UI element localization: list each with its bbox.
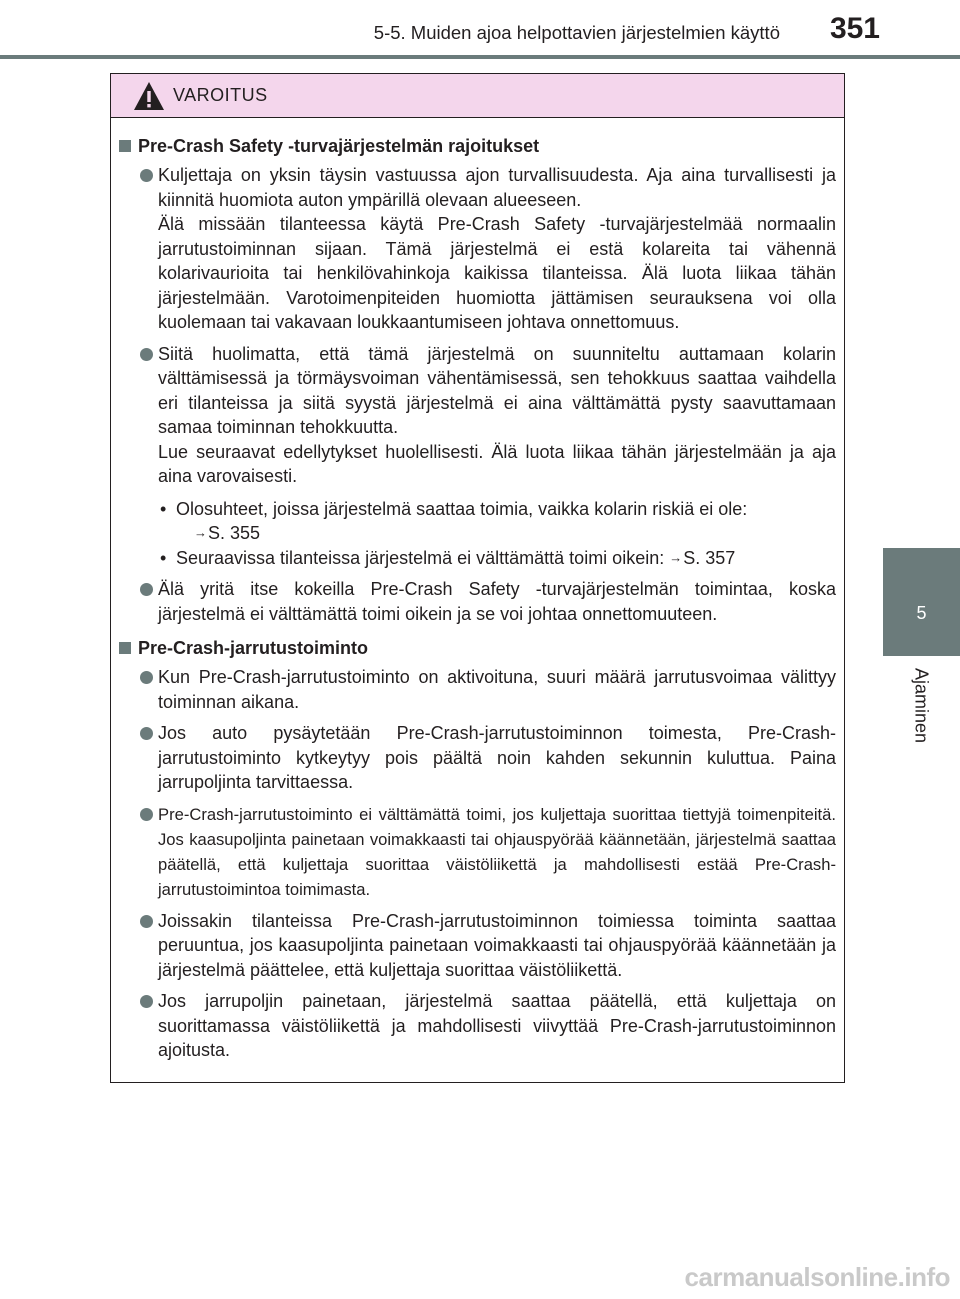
paragraph: Jos jarrupoljin painetaan, järjestelmä saattaa päätellä, että kuljettaja on suorittamassa väistöliikettä ja mahdollisesti viivyttää Pre-Crash-jarrutustoiminnon ajoitusta. bbox=[158, 991, 836, 1060]
warning-triangle-icon bbox=[133, 81, 165, 111]
round-bullet-icon bbox=[140, 348, 153, 361]
list-item bbox=[119, 989, 838, 1063]
chapter-number: 5 bbox=[916, 603, 927, 623]
sub-list bbox=[158, 497, 836, 571]
sub-bullet-icon: • bbox=[160, 498, 167, 519]
list-item bbox=[119, 342, 838, 571]
section-title bbox=[119, 636, 838, 661]
round-bullet-icon bbox=[140, 808, 153, 821]
round-bullet-icon bbox=[140, 915, 153, 928]
paragraph: Älä missään tilanteessa käytä Pre-Crash Safety -turvajärjestelmää normaalin jarrutustoiminnan sijaan. Tämä järjestelmä ei estä kolareita tai vähennä kolarivaurioita tai henkilövahinkoja kaikissa tilanteissa. Älä luota liikaa tähän järjestelmään. Varotoimenpiteiden huomiotta jättämisen seurauksena voi olla kuolemaan tai vakavaan loukkaantumiseen johtava onnettomuus. bbox=[158, 214, 836, 332]
sub-list-item bbox=[158, 497, 836, 546]
round-bullet-icon bbox=[140, 169, 153, 182]
section-title bbox=[119, 134, 838, 159]
list-item bbox=[119, 802, 838, 902]
warning-body bbox=[111, 118, 844, 1063]
list-item bbox=[119, 909, 838, 983]
paragraph: Lue seuraavat edellytykset huolellisesti. Älä luota liikaa tähän järjestelmään ja aja aina varovaisesti. bbox=[158, 441, 836, 486]
paragraph: Siitä huolimatta, että tämä järjestelmä on suunniteltu auttamaan kolarin välttämisessä ja törmäysvoiman vähentämisessä, sen tehokkuus saattaa vaihdella eri tilanteissa ja siitä syystä järjestelmä ei aina välttämättä pysty saavuttamaan samaa toiminnan tehokkuutta. bbox=[158, 343, 836, 437]
sub-bullet-icon: • bbox=[160, 547, 167, 568]
paragraph: Älä yritä itse kokeilla Pre-Crash Safety -turvajärjestelmän toimintaa, koska järjestelmä ei välttämättä toimi oikein ja se voi johtaa onnettomuuteen. bbox=[158, 579, 836, 624]
warning-title: VAROITUS bbox=[173, 85, 268, 105]
square-bullet-icon bbox=[119, 642, 131, 654]
paragraph: Kun Pre-Crash-jarrutustoiminto on aktivoituna, suuri määrä jarrutusvoimaa välittyy toiminnan aikana. bbox=[158, 667, 836, 712]
paragraph: Jos auto pysäytetään Pre-Crash-jarrutustoiminnon toimesta, Pre-Crash-jarrutustoiminto kytkeytyy pois päältä noin kahden sekunnin kuluttua. Paina jarrupoljinta tarvittaessa. bbox=[158, 723, 836, 792]
page-reference-link[interactable] bbox=[176, 521, 836, 546]
round-bullet-icon bbox=[140, 671, 153, 684]
warning-box bbox=[110, 73, 845, 1083]
section-title-text: Pre-Crash Safety -turvajärjestelmän rajoitukset bbox=[138, 136, 540, 156]
page-reference-link[interactable] bbox=[669, 548, 735, 568]
square-bullet-icon bbox=[119, 140, 131, 152]
paragraph: Kuljettaja on yksin täysin vastuussa ajon turvallisuudesta. Aja aina turvallisesti ja kiinnitä huomiota auton ympärillä olevaan alueeseen. bbox=[158, 165, 836, 210]
list-item bbox=[119, 665, 838, 714]
paragraph: Pre-Crash-jarrutustoiminto ei välttämättä toimi, jos kuljettaja suorittaa tiettyjä toimenpiteitä. Jos kaasupoljinta painetaan voimakkaasti tai ohjauspyörää käännetään, järjestelmä saattaa päätellä, että kuljettaja suorittaa väistöliikettä ja mahdollisesti estää Pre-Crash-jarrutustoimintoa toimimasta. bbox=[158, 804, 836, 899]
chapter-tab[interactable] bbox=[883, 548, 960, 656]
arrow-right-icon: → bbox=[194, 525, 207, 540]
list-item bbox=[119, 721, 838, 795]
arrow-right-icon: → bbox=[669, 549, 683, 565]
round-bullet-icon bbox=[140, 583, 153, 596]
list-item bbox=[119, 163, 838, 335]
round-bullet-icon bbox=[140, 727, 153, 740]
watermark: carmanualsonline.info bbox=[684, 1262, 950, 1292]
round-bullet-icon bbox=[140, 995, 153, 1008]
section-title-text: Pre-Crash-jarrutustoiminto bbox=[138, 638, 369, 658]
sub-list-item bbox=[158, 546, 836, 571]
page-reference-text: S. 357 bbox=[683, 547, 736, 568]
running-header: 5-5. Muiden ajoa helpottavien järjestelmien käyttö bbox=[373, 22, 780, 43]
header-rule bbox=[0, 55, 960, 59]
page-number: 351 bbox=[829, 12, 880, 45]
list-item bbox=[119, 577, 838, 626]
paragraph: Joissakin tilanteissa Pre-Crash-jarrutustoiminnon toimiessa toiminta saattaa peruuntua, jos kaasupoljinta painetaan voimakkaasti tai ohjauspyörää käännetään ja järjestelmä päättelee, että kuljettaja suorittaa väistöliikettä. bbox=[158, 910, 836, 980]
warning-header bbox=[111, 74, 844, 118]
sub-item-text: Olosuhteet, joissa järjestelmä saattaa toimia, vaikka kolarin riskiä ei ole: bbox=[176, 498, 748, 519]
page-reference-text: S. 355 bbox=[208, 523, 261, 543]
sub-item-text: Seuraavissa tilanteissa järjestelmä ei välttämättä toimi oikein: bbox=[176, 547, 665, 568]
chapter-label: Ajaminen bbox=[911, 668, 932, 744]
